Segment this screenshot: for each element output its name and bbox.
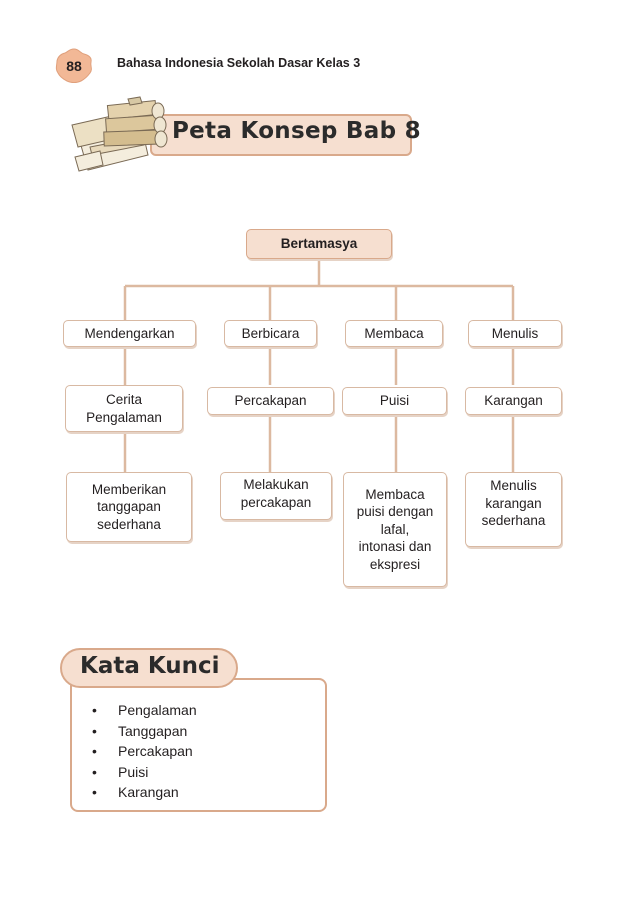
activity-line: sederhana [97, 516, 161, 532]
activity-line: lafal, [380, 521, 410, 537]
concept-skill-mendengarkan: Mendengarkan [63, 320, 196, 347]
keyword-item: • Karangan [92, 782, 197, 803]
concept-root: Bertamasya [246, 229, 392, 259]
keyword-item: • Tanggapan [92, 721, 197, 742]
activity-line: percakapan [240, 494, 312, 510]
activity-line: Melakukan [243, 477, 309, 492]
concept-skill-berbicara: Berbicara [224, 320, 317, 347]
activity-line: sederhana [481, 513, 546, 529]
keywords-list [92, 700, 197, 803]
running-head: Bahasa Indonesia Sekolah Dasar Kelas 3 [117, 56, 361, 70]
concept-topic-karangan [465, 387, 562, 415]
activity-line: tanggapan [97, 499, 161, 515]
activity-line: Menulis [490, 478, 537, 493]
concept-activity-memberikan-tanggapan [66, 472, 192, 542]
topic-line: Karangan [484, 393, 543, 409]
activity-line: ekspresi [369, 556, 421, 572]
keyword-item: • Pengalaman [92, 700, 197, 721]
concept-topic-cerita-pengalaman [65, 385, 183, 432]
concept-skill-membaca: Membaca [345, 320, 443, 347]
concept-topic-percakapan [207, 387, 334, 415]
activity-line: Memberikan [91, 481, 167, 497]
concept-activity-melakukan-percakapan [220, 472, 332, 520]
topic-line: Cerita [105, 391, 142, 407]
keyword-item: • Percakapan [92, 741, 197, 762]
concept-topic-puisi [342, 387, 447, 415]
keywords-title: Kata Kunci [80, 653, 220, 679]
page-title: Peta Konsep Bab 8 [172, 118, 421, 144]
activity-line: karangan [485, 495, 542, 511]
topic-line: Percakapan [234, 393, 307, 409]
concept-skill-menulis: Menulis [468, 320, 562, 347]
concept-activity-menulis-karangan [465, 472, 562, 547]
page-number: 88 [66, 58, 82, 74]
activity-line: intonasi dan [358, 539, 432, 555]
topic-line: Puisi [379, 393, 410, 409]
activity-line: puisi dengan [356, 504, 434, 520]
concept-activity-membaca-puisi [343, 472, 447, 587]
topic-line: Pengalaman [86, 409, 162, 425]
keyword-item: • Puisi [92, 762, 197, 783]
activity-line: Membaca [365, 486, 425, 502]
